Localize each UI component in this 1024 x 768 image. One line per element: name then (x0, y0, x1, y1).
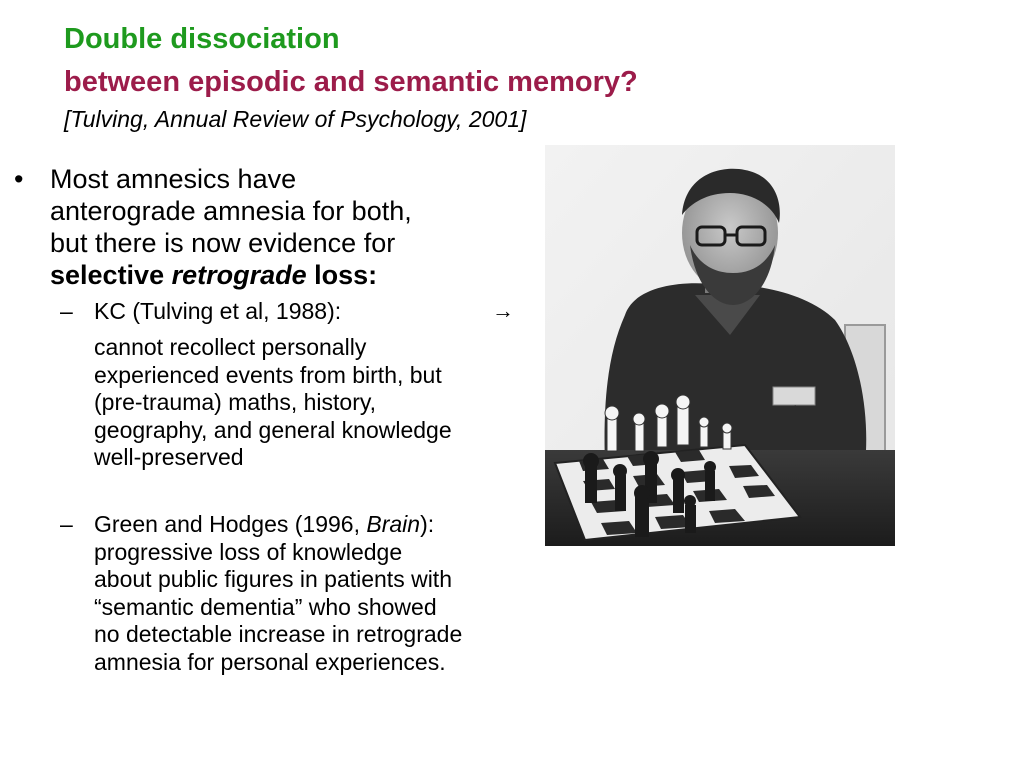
gh-journal: Brain (366, 511, 421, 537)
sub-bullet-kc-body (94, 334, 452, 472)
gh-line: progressive loss of knowledge (94, 538, 403, 565)
gh-line: about public figures in patients with (94, 566, 452, 592)
sub-bullet-kc-heading: KC (Tulving et al, 1988): (94, 298, 342, 324)
bullet-line: anterograde amnesia for both, (50, 196, 412, 226)
sub-bullet-green-hodges-body (94, 511, 462, 676)
sub-bullet-dash: – (60, 511, 73, 537)
photo-man-playing-chess (545, 145, 895, 546)
gh-prefix: Green and Hodges (1996, (94, 511, 367, 537)
sub-bullet-dash: – (60, 298, 73, 324)
gh-line: “semantic dementia” who showed (94, 593, 437, 620)
gh-line: amnesia for personal experiences. (94, 648, 446, 675)
slide-citation: [Tulving, Annual Review of Psychology, 2001] (64, 106, 527, 132)
bullet-bold-loss: loss: (306, 260, 378, 290)
main-bullet-text (50, 163, 530, 291)
gh-suffix: ): (420, 511, 435, 537)
kc-line: geography, and general knowledge (94, 416, 452, 443)
bullet-line: Most amnesics have (50, 164, 297, 194)
bullet-line-emphasis (50, 259, 530, 291)
gh-first-line (94, 511, 462, 539)
kc-line: experienced events from birth, but (94, 361, 442, 388)
kc-line: (pre-trauma) maths, history, (94, 389, 377, 415)
bullet-bold-selective: selective (50, 260, 172, 290)
kc-line: cannot recollect personally (94, 334, 367, 360)
slide-title-line2: between episodic and semantic memory? (64, 66, 638, 98)
bullet-line: but there is now evidence for (50, 228, 396, 258)
gh-line: no detectable increase in retrograde (94, 621, 463, 647)
bullet-bold-italic-retrograde: retrograde (171, 260, 307, 290)
right-arrow-icon: → (492, 298, 514, 323)
slide-title-line1: Double dissociation (64, 23, 340, 55)
bullet-marker: • (14, 164, 24, 194)
kc-line: well-preserved (94, 444, 244, 470)
